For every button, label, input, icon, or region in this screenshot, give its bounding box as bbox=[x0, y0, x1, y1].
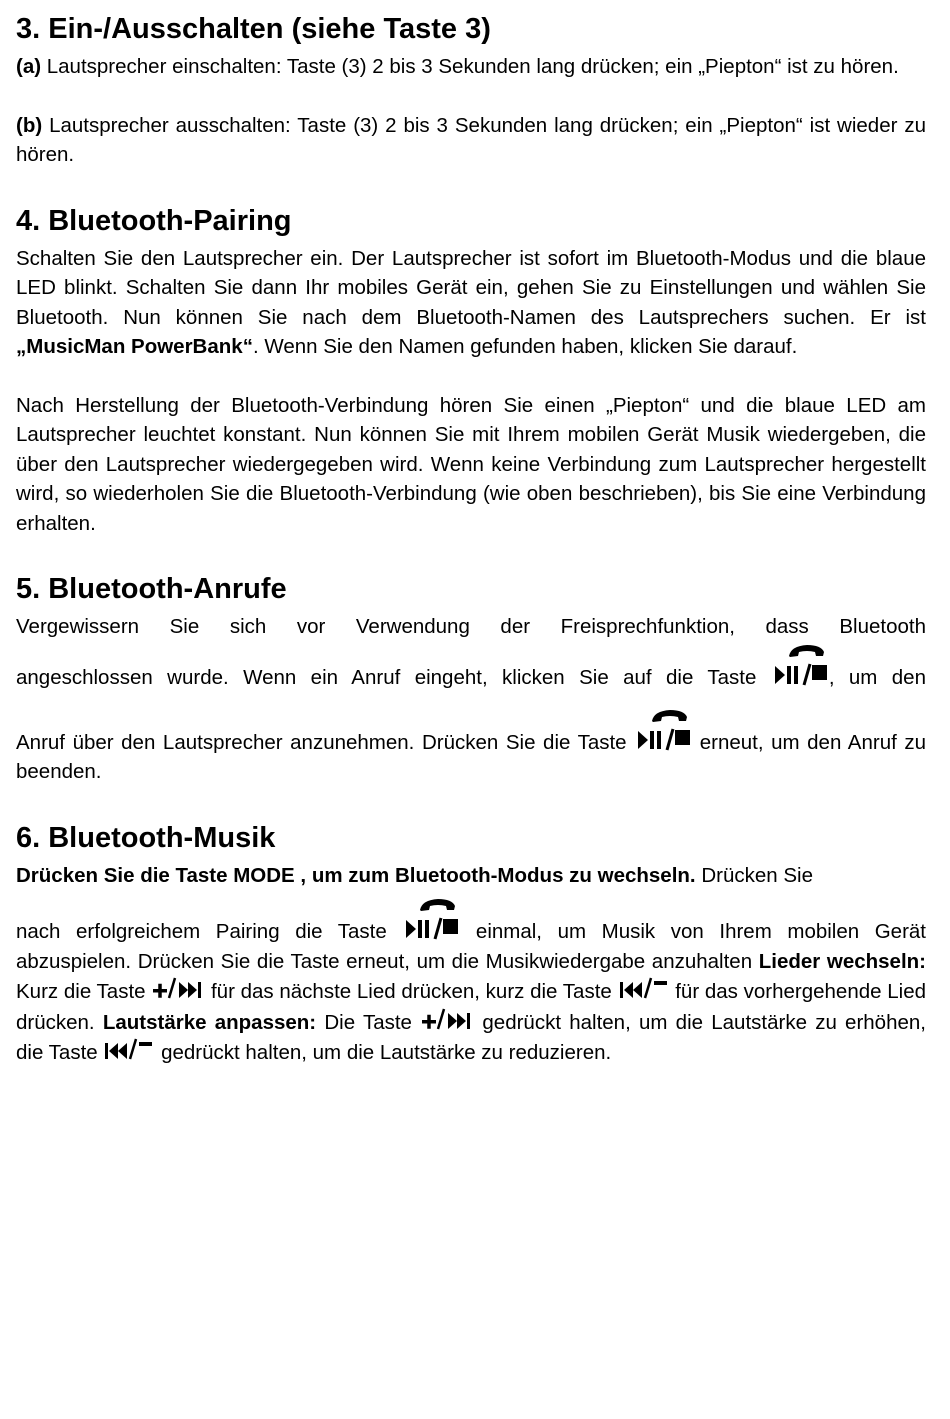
s5-l2-b: , um den bbox=[828, 665, 926, 689]
section-5-heading: 5. Bluetooth-Anrufe bbox=[16, 573, 287, 605]
s5-l2-a: angeschlossen wurde. Wenn ein Anruf eingeht, klicken Sie auf die Taste bbox=[16, 665, 771, 689]
phone-play-stop-icon bbox=[773, 642, 827, 688]
s6-t3-a: Kurz die Taste bbox=[16, 980, 152, 1003]
section-5-line-3 bbox=[16, 707, 926, 787]
phone-play-stop-icon bbox=[404, 896, 458, 942]
s4-p1-text-a: Schalten Sie den Lautsprecher ein. Der Lautsprecher ist sofort im Bluetooth-Modus und die blaue LED blinkt. Schalten Sie dann Ihr mobiles Gerät ein, gehen Sie zu Einstellungen und wählen Sie Bluetooth. Nun können Sie nach dem Bluetooth-Namen des Lautsprechers suchen. Er ist bbox=[16, 246, 926, 329]
text-b: Lautsprecher ausschalten: Taste (3) 2 bis 3 Sekunden lang drücken; ein „Piepton“ ist wieder zu hören. bbox=[16, 113, 926, 166]
label-a: (a) bbox=[16, 55, 42, 78]
s6-t2-b: einmal, um Musik von Ihrem mobilen Gerät abzuspielen. Drücken Sie die Taste erneut, um die Musikwiedergabe anzuhalten bbox=[16, 920, 927, 973]
s6-t4-c: gedrückt halten, um die Lautstärke zu reduzieren. bbox=[155, 1041, 612, 1064]
s6-t1: Drücken Sie bbox=[695, 863, 813, 887]
prev-minus-icon bbox=[103, 1037, 155, 1063]
section-3-heading: 3. Ein-/Ausschalten (siehe Taste 3) bbox=[16, 13, 491, 45]
s5-l3-a: Anruf über den Lautsprecher anzunehmen. Drücken Sie die Taste bbox=[16, 730, 635, 754]
section-4-heading: 4. Bluetooth-Pairing bbox=[16, 204, 292, 237]
section-6-paragraph bbox=[16, 861, 926, 1068]
section-5-line-2 bbox=[16, 642, 926, 707]
s6-t3-b: für das nächste Lied drücken, kurz die Taste bbox=[205, 980, 618, 1003]
change-songs-label: Lieder wechseln: bbox=[758, 949, 926, 973]
section-3-a bbox=[16, 52, 926, 82]
s6-t4-b: gedrückt halten, um die Lautstärke zu erhöhen, die Taste bbox=[16, 1010, 926, 1064]
text-a: Lautsprecher einschalten: Taste (3) 2 bis 3 Sekunden lang drücken; ein „Piepton“ ist zu hören. bbox=[41, 55, 899, 78]
plus-next-icon bbox=[420, 1007, 474, 1033]
s6-t2-a: nach erfolgreichem Pairing die Taste bbox=[16, 920, 403, 943]
adjust-volume-label: Lautstärke anpassen: bbox=[102, 1010, 317, 1034]
s6-t4-a: Die Taste bbox=[316, 1010, 421, 1034]
s4-p1-text-b: . Wenn Sie den Namen gefunden haben, klicken Sie darauf. bbox=[252, 335, 798, 358]
section-6-heading: 6. Bluetooth-Musik bbox=[16, 821, 276, 854]
plus-next-icon bbox=[151, 976, 205, 1002]
speaker-name: „MusicMan PowerBank“ bbox=[16, 335, 253, 358]
section-3-b bbox=[16, 111, 926, 170]
mode-instruction: Drücken Sie die Taste MODE , um zum Bluetooth-Modus zu wechseln. bbox=[16, 863, 696, 887]
section-4-p1 bbox=[16, 244, 926, 362]
section-5-line-1: Vergewissern Sie sich vor Verwendung der Freisprechfunktion, dass Bluetooth bbox=[16, 615, 926, 638]
label-b: (b) bbox=[16, 113, 43, 137]
section-4-p2: Nach Herstellung der Bluetooth-Verbindung hören Sie einen „Piepton“ und die blaue LED am Lautsprecher leuchtet konstant. Nun können Sie mit Ihrem mobilen Gerät Musik wiedergeben, die über den Lautsprecher wiedergegeben wird. Wenn keine Verbindung zum Lautsprecher hergestellt wird, so wiederholen Sie die Bluetooth-Verbindung (wie oben beschrieben), bis Sie eine Verbindung erhalten. bbox=[16, 393, 926, 535]
s6-t3-c: für das vorhergehende Lied drücken. bbox=[16, 980, 926, 1034]
s5-l3-b: erneut, um den Anruf zu beenden. bbox=[16, 730, 927, 783]
phone-play-stop-icon bbox=[636, 707, 690, 753]
prev-minus-icon bbox=[618, 976, 670, 1002]
